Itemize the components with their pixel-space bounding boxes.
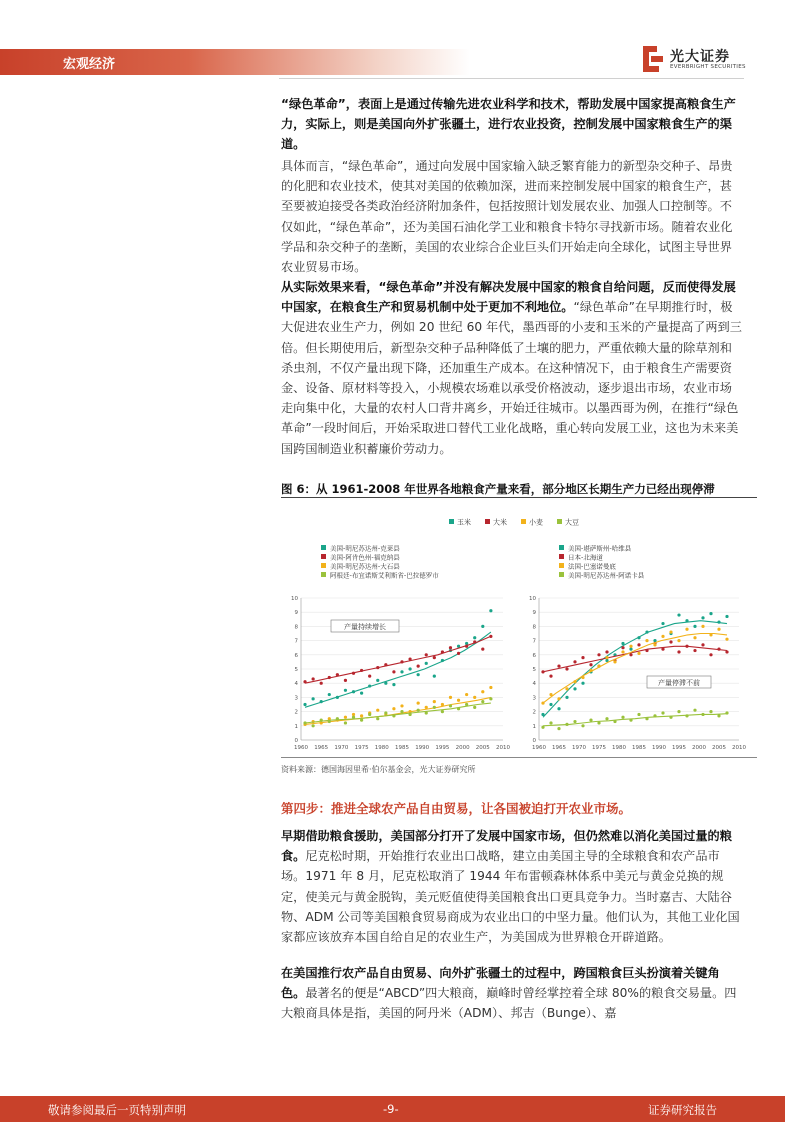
x-tick-label: 1970 — [572, 745, 586, 751]
data-point — [433, 656, 436, 659]
x-tick-label: 1995 — [435, 745, 450, 751]
series-legend-label: 美国-阿肯色州-福克纳县 — [330, 553, 400, 562]
data-point — [621, 650, 624, 653]
data-point — [392, 670, 395, 673]
paragraph-3-body: “绿色革命”在早期推行时，极大促进农业生产力，例如 20 世纪 60 年代，墨西哥的小麦和玉米的产量提高了两到三倍。但长期使用后，新型杂交种子品种降低了土壤的肥力，严重依赖大量的除草剂和杀虫剂，不仅产量出现下降，还加重生产成本。在这种情况下，由于粮食生产需要资金、设备、原材料等投入，小规模农场难以承受价格波动，逐步退出市场，农业市场走向集中化，大量的农村人口背井离乡，开始迁往城市。以墨西哥为例，在推行“绿色革命”一段时间后，开始采取进口替代工业化战略，重心转向发展工业，这也为未来美国跨国制造业积蓄廉价劳动力。 — [281, 300, 742, 456]
data-point — [661, 635, 664, 638]
data-point — [360, 714, 363, 717]
crop-legend-label: 玉米 — [457, 518, 471, 527]
x-tick-label: 1985 — [632, 745, 646, 751]
data-point — [709, 612, 712, 615]
data-point — [677, 639, 680, 642]
data-point — [717, 628, 720, 631]
data-point — [669, 630, 672, 633]
data-point — [312, 697, 315, 700]
data-point — [685, 628, 688, 631]
crop-legend-swatch — [557, 519, 562, 524]
paragraph-3-bold: 从实际效果来看，“绿色革命”并没有解决发展中国家的粮食自给问题，反而使得发展中国家，在粮食生产和贸易机制中处于更加不利地位。 — [281, 280, 736, 315]
x-tick-label: 2000 — [692, 745, 706, 751]
data-point — [465, 642, 468, 645]
data-point — [425, 662, 428, 665]
data-point — [344, 721, 347, 724]
data-point — [661, 622, 664, 625]
data-point — [573, 687, 576, 690]
data-point — [549, 675, 552, 678]
trend-line — [543, 714, 727, 726]
series-legend-swatch — [559, 554, 564, 559]
data-point — [449, 646, 452, 649]
data-point — [589, 719, 592, 722]
y-tick-label: 2 — [532, 709, 536, 716]
data-point — [645, 639, 648, 642]
footer-page-number: -9- — [383, 1102, 399, 1116]
data-point — [669, 640, 672, 643]
data-point — [581, 656, 584, 659]
data-point — [376, 717, 379, 720]
data-point — [637, 652, 640, 655]
y-tick-label: 10 — [529, 596, 536, 602]
data-point — [417, 673, 420, 676]
data-point — [717, 714, 720, 717]
y-tick-label: 1 — [532, 723, 536, 730]
paragraph-4 — [281, 826, 744, 947]
paragraph-4-body: 尼克松时期，开始推行农业出口战略，建立由美国主导的全球粮食和农产品市场。1971 年 8 月，尼克松取消了 1944 年布雷顿森林体系中美元与黄金兑换的规定，使美元与黄金脱钩，美元贬值使得美国粮食出口更具竞争力。当时嘉吉、大陆谷物、ADM 公司等美国粮食贸易商成为农业出口的中坚力量。他们认为，其他工业化国家都应该放弃本国自给自足的农业生产，为美国成为世界粮仓开辟道路。 — [281, 849, 740, 945]
data-point — [701, 643, 704, 646]
data-point — [303, 703, 306, 706]
data-point — [693, 709, 696, 712]
data-point — [677, 710, 680, 713]
data-point — [597, 653, 600, 656]
data-point — [457, 699, 460, 702]
data-point — [489, 686, 492, 689]
y-tick-label: 0 — [294, 738, 298, 744]
data-point — [400, 670, 403, 673]
y-tick-label: 9 — [294, 610, 298, 617]
data-point — [320, 682, 323, 685]
data-point — [312, 677, 315, 680]
data-point — [312, 724, 315, 727]
paragraph-3 — [281, 277, 744, 459]
crop-legend-label: 大米 — [493, 518, 507, 527]
x-tick-label: 1990 — [652, 745, 666, 751]
x-tick-label: 1960 — [532, 745, 546, 751]
data-point — [589, 663, 592, 666]
series-legend-swatch — [321, 563, 326, 568]
figure-title: 图 6：从 1961-2008 年世界各地粮食产量来看，部分地区长期生产力已经出现停滞 — [281, 482, 715, 496]
series-legend-label: 法国-巴塞诺曼底 — [568, 562, 616, 571]
data-point — [605, 650, 608, 653]
data-point — [677, 613, 680, 616]
data-point — [709, 710, 712, 713]
data-point — [637, 643, 640, 646]
data-point — [376, 679, 379, 682]
crop-legend-label: 小麦 — [529, 518, 543, 527]
x-tick-label: 1960 — [294, 745, 308, 751]
paragraph-2: 具体而言，“绿色革命”，通过向发展中国家输入缺乏繁育能力的新型杂交种子、昂贵的化肥和农业技术，使其对美国的依赖加深，进而来控制发展中国家的粮食生产，甚至要被迫接受各类政治经济附加条件，包括按照计划发展农业、加强人口控制等。不仅如此，“绿色革命”，还为美国石油化学工业和粮食卡特尔寻找新市场。随着农业化学品和杂交种子的垄断，美国的农业综合企业巨头们开始走向全球化，试图主导世界农业贸易市场。 — [281, 159, 733, 275]
data-point — [384, 711, 387, 714]
x-tick-label: 2000 — [455, 745, 470, 751]
data-point — [557, 697, 560, 700]
series-legend-swatch — [559, 572, 564, 577]
x-tick-label: 1965 — [552, 745, 566, 751]
data-point — [489, 609, 492, 612]
y-tick-label: 10 — [291, 596, 298, 602]
crop-legend-swatch — [485, 519, 490, 524]
x-tick-label: 1975 — [354, 745, 369, 751]
y-tick-label: 7 — [294, 638, 298, 645]
x-tick-label: 2010 — [732, 745, 746, 751]
data-point — [629, 653, 632, 656]
data-point — [425, 706, 428, 709]
data-point — [433, 675, 436, 678]
data-point — [344, 716, 347, 719]
section-title: 宏观经济 — [63, 57, 116, 72]
paragraph-5 — [281, 963, 744, 1024]
data-point — [621, 646, 624, 649]
data-point — [629, 648, 632, 651]
figure-bottom-rule — [281, 757, 757, 758]
x-tick-label: 1975 — [592, 745, 606, 751]
series-legend-label: 阿根廷-布宜诺斯艾利斯省-巴拉德罗市 — [330, 571, 439, 580]
data-point — [677, 650, 680, 653]
y-tick-label: 8 — [294, 624, 298, 631]
data-point — [449, 704, 452, 707]
x-tick-label: 1970 — [334, 745, 349, 751]
data-point — [473, 696, 476, 699]
data-point — [621, 716, 624, 719]
data-point — [408, 667, 411, 670]
footer-report-type: 证券研究报告 — [648, 1103, 717, 1117]
x-tick-label: 1995 — [672, 745, 686, 751]
data-point — [400, 710, 403, 713]
data-point — [433, 700, 436, 703]
y-tick-label: 5 — [294, 667, 298, 673]
data-point — [693, 649, 696, 652]
y-tick-label: 2 — [294, 709, 298, 716]
data-point — [489, 697, 492, 700]
data-point — [605, 656, 608, 659]
y-tick-label: 4 — [532, 681, 536, 688]
data-point — [417, 665, 420, 668]
data-point — [557, 707, 560, 710]
annotation-label: 产量持续增长 — [344, 623, 386, 631]
data-point — [344, 679, 347, 682]
data-point — [376, 709, 379, 712]
data-point — [549, 703, 552, 706]
data-point — [392, 683, 395, 686]
y-tick-label: 9 — [532, 610, 536, 617]
data-point — [613, 660, 616, 663]
data-point — [557, 665, 560, 668]
data-point — [653, 643, 656, 646]
data-point — [701, 625, 704, 628]
y-tick-label: 3 — [532, 695, 536, 702]
crop-legend-label: 大豆 — [565, 518, 579, 527]
annotation-label: 产量停滞不前 — [658, 679, 700, 687]
series-legend-label: 日本-北海道 — [568, 553, 603, 562]
trend-line — [543, 634, 727, 704]
data-point — [465, 693, 468, 696]
y-tick-label: 6 — [294, 652, 298, 659]
data-point — [481, 625, 484, 628]
data-point — [481, 648, 484, 651]
data-point — [400, 704, 403, 707]
data-point — [425, 653, 428, 656]
trend-line — [305, 632, 491, 707]
data-point — [565, 687, 568, 690]
data-point — [481, 690, 484, 693]
y-tick-label: 0 — [532, 738, 536, 744]
crop-legend-swatch — [521, 519, 526, 524]
data-point — [328, 693, 331, 696]
x-tick-label: 1980 — [374, 745, 389, 751]
series-legend-swatch — [321, 572, 326, 577]
series-legend-label: 美国-堪萨斯州-哈维县 — [568, 544, 632, 553]
x-tick-label: 1990 — [415, 745, 430, 751]
x-tick-label: 2010 — [496, 745, 510, 751]
series-legend-swatch — [559, 545, 564, 550]
y-tick-label: 4 — [294, 681, 298, 688]
data-point — [605, 717, 608, 720]
y-tick-label: 3 — [294, 695, 298, 702]
crop-legend-swatch — [449, 519, 454, 524]
data-point — [360, 692, 363, 695]
x-tick-label: 1980 — [612, 745, 626, 751]
series-legend-label: 美国-明尼苏达州-大石县 — [330, 562, 400, 571]
header-divider — [279, 78, 744, 79]
data-point — [368, 675, 371, 678]
series-legend-swatch — [559, 563, 564, 568]
series-legend-label: 美国-明尼苏达州-克莱县 — [330, 544, 400, 553]
data-point — [417, 709, 420, 712]
paragraph-1: “绿色革命”，表面上是通过传输先进农业科学和技术，帮助发展中国家提高粮食生产力，实际上，则是美国向外扩张疆土，进行农业投资，控制发展中国家粮食生产的渠道。 — [281, 97, 736, 152]
y-tick-label: 7 — [532, 638, 536, 645]
data-point — [581, 724, 584, 727]
x-tick-label: 2005 — [712, 745, 726, 751]
data-point — [573, 660, 576, 663]
figure-charts — [281, 505, 757, 755]
trend-line — [305, 636, 491, 683]
data-point — [473, 706, 476, 709]
data-point — [693, 625, 696, 628]
data-point — [449, 696, 452, 699]
everbright-logo-icon — [641, 44, 665, 74]
data-point — [725, 638, 728, 641]
y-tick-label: 6 — [532, 652, 536, 659]
data-point — [549, 721, 552, 724]
data-point — [637, 713, 640, 716]
series-legend-swatch — [321, 545, 326, 550]
data-point — [352, 713, 355, 716]
data-point — [557, 727, 560, 730]
data-point — [581, 682, 584, 685]
x-tick-label: 1985 — [395, 745, 409, 751]
x-tick-label: 2005 — [475, 745, 490, 751]
data-point — [565, 667, 568, 670]
step-4-heading: 第四步：推进全球农产品自由贸易，让各国被迫打开农业市场。 — [281, 801, 632, 816]
data-point — [473, 636, 476, 639]
series-legend-label: 美国-明尼苏达州-阿诺卡县 — [568, 571, 645, 580]
data-point — [725, 615, 728, 618]
data-point — [417, 701, 420, 704]
data-point — [661, 711, 664, 714]
paragraph-5-body: 最著名的便是“ABCD”四大粮商，巅峰时曾经掌控着全球 80%的粮食交易量。四大粮商具体是指，美国的阿丹米（ADM）、邦吉（Bunge）、嘉 — [281, 986, 737, 1021]
data-point — [701, 616, 704, 619]
data-point — [709, 653, 712, 656]
data-point — [441, 710, 444, 713]
trend-line — [305, 703, 491, 723]
data-point — [481, 700, 484, 703]
series-legend-swatch — [321, 554, 326, 559]
paragraph-5-bold: 在美国推行农产品自由贸易、向外扩张疆土的过程中，跨国粮食巨头扮演着关键角色。 — [281, 966, 720, 1001]
data-point — [368, 713, 371, 716]
data-point — [629, 645, 632, 648]
y-tick-label: 1 — [294, 723, 298, 730]
y-tick-label: 8 — [532, 624, 536, 631]
data-point — [573, 720, 576, 723]
data-point — [565, 696, 568, 699]
footer-disclaimer: 敬请参阅最后一页特别声明 — [48, 1103, 186, 1117]
paragraph-4-bold: 早期借助粮食援助，美国部分打开了发展中国家市场，但仍然难以消化美国过量的粮食。 — [281, 829, 732, 864]
figure-source: 资料来源：德国海因里希·伯尔基金会，光大证券研究所 — [281, 765, 476, 774]
data-point — [344, 689, 347, 692]
data-point — [433, 706, 436, 709]
data-point — [392, 707, 395, 710]
logo-cn-text: 光大证券 — [670, 49, 730, 65]
data-point — [457, 652, 460, 655]
y-tick-label: 5 — [532, 667, 536, 673]
logo-en-text: EVERBRIGHT SECURITIES — [670, 64, 746, 70]
figure-title-rule — [281, 497, 757, 498]
data-point — [693, 636, 696, 639]
x-tick-label: 1965 — [314, 745, 329, 751]
